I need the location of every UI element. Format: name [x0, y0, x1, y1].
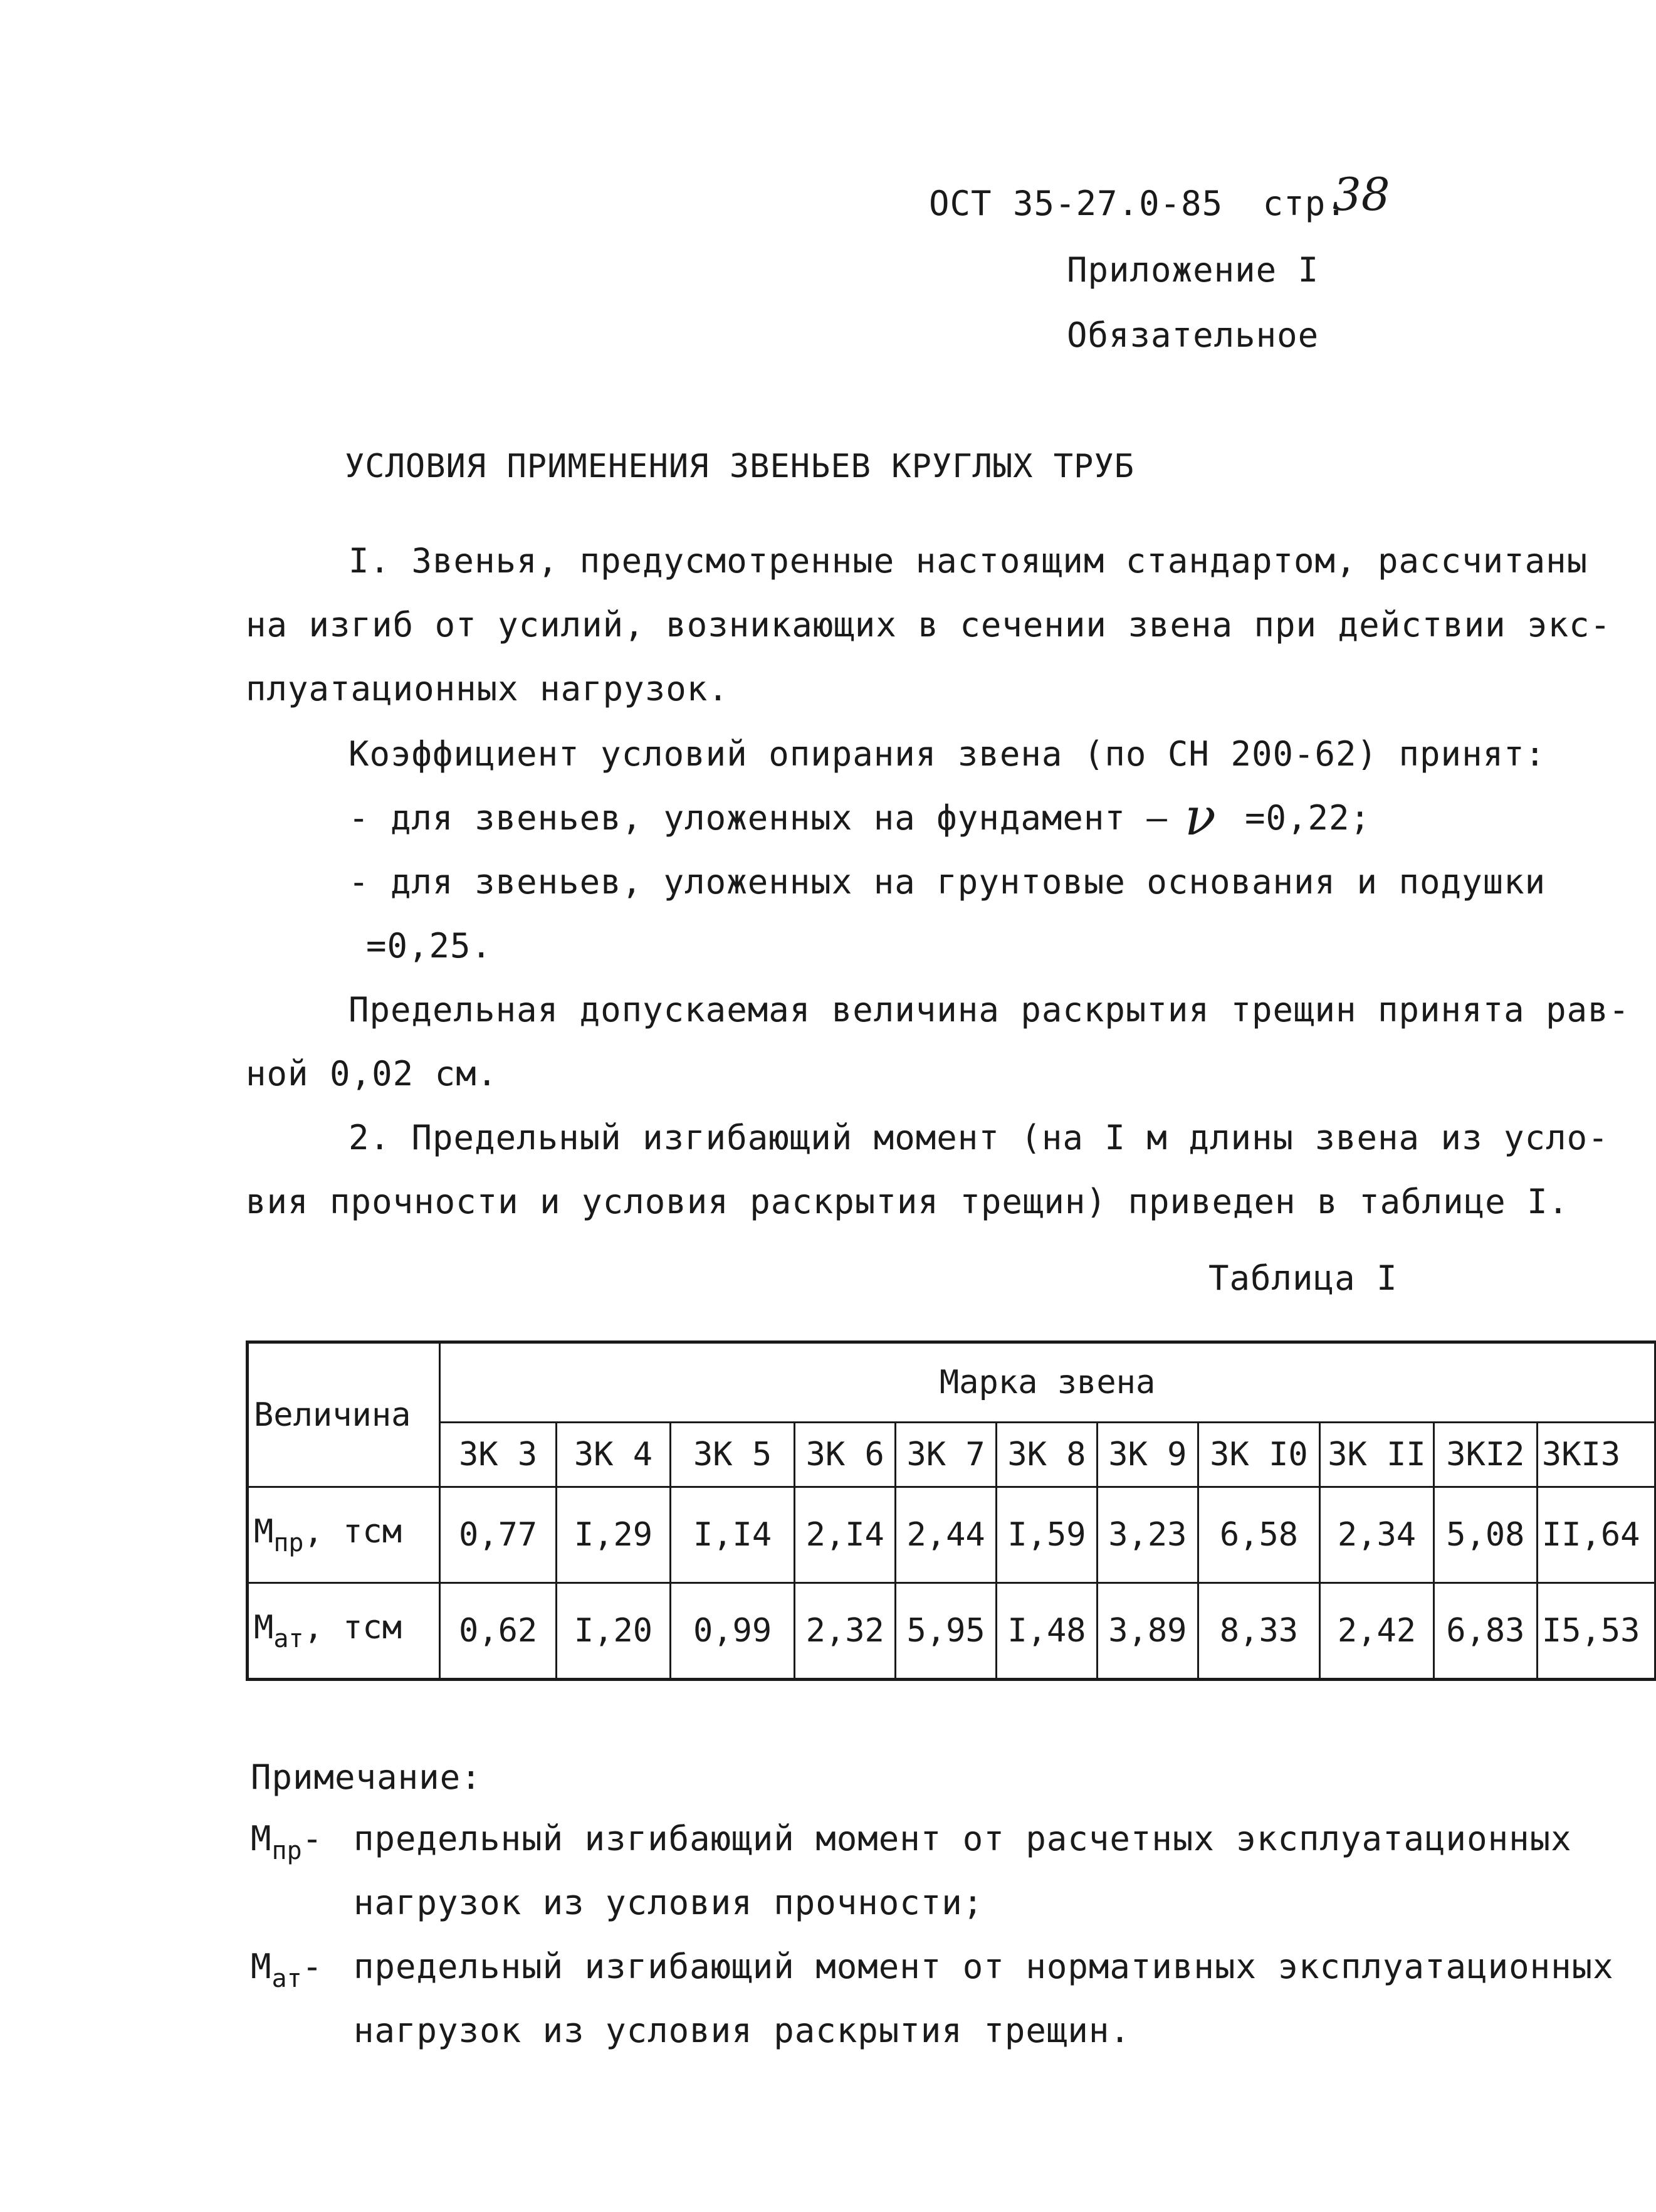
row-header-label: Величина: [248, 1342, 440, 1487]
para1-line2: на изгиб от усилий, возникающих в сечении звена при действии экс-: [246, 605, 1611, 645]
nu-symbol: ν: [1185, 787, 1216, 847]
column-header: ЗК I0: [1198, 1423, 1319, 1487]
table-cell: I5,53: [1537, 1583, 1655, 1680]
appendix-label: Приложение I: [1067, 250, 1319, 290]
data-table: [246, 1340, 1656, 1681]
column-header: ЗК 3: [440, 1423, 557, 1487]
page-title: УСЛОВИЯ ПРИМЕНЕНИЯ ЗВЕНЬЕВ КРУГЛЫХ ТРУБ: [345, 448, 1135, 485]
para2-item1-value: =0,22;: [1245, 798, 1371, 838]
table-cell: 2,34: [1320, 1487, 1434, 1583]
table-cell: II,64: [1537, 1487, 1655, 1583]
note-subscript: ат: [271, 1964, 302, 1993]
para4-line2: вия прочности и условия раскрытия трещин) приведен в таблице I.: [246, 1182, 1570, 1221]
row-label: [248, 1487, 440, 1583]
row-unit: , тсм: [303, 1608, 402, 1646]
table-cell: 2,32: [795, 1583, 896, 1680]
data-table-wrapper: [246, 1340, 1640, 1697]
table-cell: I,59: [997, 1487, 1098, 1583]
note-symbol: M: [251, 1819, 272, 1858]
table-cell: 6,83: [1433, 1583, 1537, 1680]
table-cell: 0,77: [440, 1487, 557, 1583]
note-item-2-line1: предельный изгибающий момент от нормативных эксплуатационных: [354, 1947, 1614, 1986]
table-cell: 5,08: [1433, 1487, 1537, 1583]
column-header: ЗК 7: [896, 1423, 997, 1487]
column-header: ЗКI2: [1433, 1423, 1537, 1487]
table-row: [248, 1487, 1655, 1583]
table-cell: 2,42: [1320, 1583, 1434, 1680]
group-header: Марка звена: [440, 1342, 1655, 1423]
row-subscript: пр: [273, 1528, 304, 1557]
table-cell: 3,89: [1097, 1583, 1198, 1680]
table-cell: 0,99: [670, 1583, 794, 1680]
note-item-1-term: [251, 1819, 323, 1865]
para2-item1: - для звеньев, уложенных на фундамент —: [348, 798, 1168, 838]
column-header: ЗК 6: [795, 1423, 896, 1487]
para4-line1: 2. Предельный изгибающий момент (на I м длины звена из усло-: [348, 1118, 1609, 1157]
para1-line1: I. Звенья, предусмотренные настоящим стандартом, рассчитаны: [348, 541, 1588, 581]
row-symbol: M: [254, 1512, 274, 1551]
note-subscript: пр: [271, 1836, 302, 1865]
table-cell: 2,I4: [795, 1487, 896, 1583]
row-unit: , тсм: [303, 1512, 402, 1551]
appendix-status: Обязательное: [1067, 315, 1319, 355]
column-header: ЗК 9: [1097, 1423, 1198, 1487]
row-label: [248, 1583, 440, 1680]
table-cell: 3,23: [1097, 1487, 1198, 1583]
column-header: ЗКI3: [1537, 1423, 1655, 1487]
table-cell: 2,44: [896, 1487, 997, 1583]
note-item-2-line2: нагрузок из условия раскрытия трещин.: [354, 2011, 1131, 2050]
note-item-1-line1: предельный изгибающий момент от расчетных эксплуатационных: [354, 1819, 1572, 1858]
page-number: 38: [1333, 168, 1390, 221]
page-label: стр.: [1262, 184, 1347, 223]
document-code: [929, 184, 1347, 223]
para2-line1: Коэффициент условий опирания звена (по СН 200-62) принят:: [348, 734, 1546, 774]
para2-item2-value: =0,25.: [366, 926, 493, 966]
table-cell: 8,33: [1198, 1583, 1319, 1680]
table-cell: 5,95: [896, 1583, 997, 1680]
table-header-row: [248, 1342, 1655, 1423]
para3-line1: Предельная допускаемая величина раскрытия трещин принята рав-: [348, 990, 1630, 1030]
column-header: ЗК 5: [670, 1423, 794, 1487]
para2-item2: - для звеньев, уложенных на грунтовые основания и подушки: [348, 862, 1546, 902]
column-header: ЗК II: [1320, 1423, 1434, 1487]
table-columns-row: [248, 1423, 1655, 1487]
note-dash: -: [301, 1819, 323, 1858]
row-subscript: ат: [273, 1624, 304, 1653]
table-row: [248, 1583, 1655, 1680]
table-cell: 6,58: [1198, 1487, 1319, 1583]
note-heading: Примечание:: [251, 1757, 482, 1797]
note-symbol: M: [251, 1947, 272, 1986]
table-caption: Таблица I: [1208, 1258, 1398, 1298]
table-cell: I,I4: [670, 1487, 794, 1583]
table-cell: I,29: [557, 1487, 671, 1583]
table-cell: I,48: [997, 1583, 1098, 1680]
para1-line3: плуатационных нагрузок.: [246, 669, 729, 708]
table-cell: 0,62: [440, 1583, 557, 1680]
column-header: ЗК 4: [557, 1423, 671, 1487]
row-symbol: M: [254, 1608, 274, 1646]
table-cell: I,20: [557, 1583, 671, 1680]
note-item-1-line2: нагрузок из условия прочности;: [354, 1883, 984, 1922]
doc-code: ОСТ 35-27.0-85: [929, 184, 1224, 223]
para3-line2: ной 0,02 см.: [246, 1054, 498, 1093]
column-header: ЗК 8: [997, 1423, 1098, 1487]
note-dash: -: [301, 1947, 323, 1986]
note-item-2-term: [251, 1947, 323, 1993]
